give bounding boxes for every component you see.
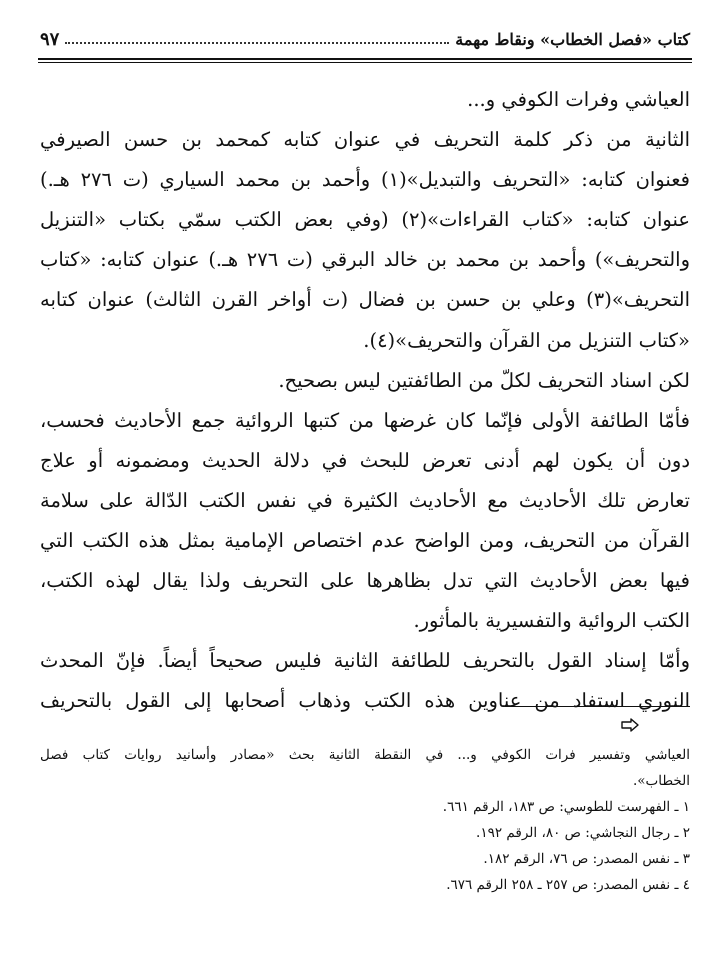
text-line: النوري استفاد من عناوين هذه الكتب وذهاب أصحابها إلى القول بالتحريف <box>40 689 690 713</box>
footnote-item: ١ ـ الفهرست للطوسي: ص ١٨٣، الرقم ٦٦١. <box>442 799 690 815</box>
text-line: فأمّا الطائفة الأولى فإنّما كان غرضها من كتبها الروائية جمع الأحاديث فحسب، <box>40 408 690 432</box>
footnote-continuation: العياشي وتفسير فرات الكوفي و... في النقطة الثانية بحث «مصادر وأسانيد روايات كتاب فصل <box>40 747 690 763</box>
footnotes <box>40 742 690 898</box>
arrow-right-icon <box>620 717 640 733</box>
header-rule-thin <box>38 62 692 63</box>
text-line: فيها بعض الأحاديث التي تدل بظاهرها على التحريف ولذا يقال لهذه الكتب، <box>40 569 690 593</box>
header-title: كتاب «فصل الخطاب» ونقاط مهمة <box>455 29 690 49</box>
main-text <box>40 80 690 722</box>
page-number: ٩٧ <box>40 28 60 50</box>
text-line: لكن اسناد التحريف لكلّ من الطائفتين ليس بصحيح. <box>278 368 690 392</box>
footnote-item: ٢ ـ رجال النجاشي: ص ٨٠، الرقم ١٩٢. <box>476 825 690 841</box>
text-line: «كتاب التنزيل من القرآن والتحريف»(٤). <box>363 328 690 352</box>
text-line: الكتب الروائية والتفسيرية بالمأثور. <box>413 609 690 633</box>
text-line: التحريف»(٣) وعلي بن حسن بن فضال (ت أواخر القرن الثالث) عنوان كتابه <box>40 288 690 312</box>
running-header <box>40 26 690 52</box>
text-line: وأمّا إسناد القول بالتحريف للطائفة الثانية فليس صحيحاً أيضاً. فإنّ المحدث <box>40 649 690 673</box>
header-rule-thick <box>38 58 692 60</box>
footnote-continuation: الخطاب». <box>632 773 690 789</box>
footnote-item: ٣ ـ نفس المصدر: ص ٧٦، الرقم ١٨٢. <box>483 851 690 867</box>
text-line: الثانية من ذكر كلمة التحريف في عنوان كتابه كمحمد بن حسن الصيرفي <box>40 128 690 152</box>
text-line: فعنوان كتابه: «التحريف والتبديل»(١) وأحمد بن محمد السياري (ت ٢٧٦ هـ.) <box>40 168 690 192</box>
text-line: تعارض تلك الأحاديث مع الأحاديث الكثيرة في نفس الكتب الدّالة على سلامة <box>40 488 690 512</box>
footnote-separator <box>505 706 690 707</box>
text-line: دون أن يكون لهم أدنى تعرض للبحث في دلالة الحديث ومضمونه أو علاج <box>40 448 690 472</box>
footnote-item: ٤ ـ نفس المصدر: ص ٢٥٧ ـ ٢٥٨ الرقم ٦٧٦. <box>446 877 690 893</box>
text-line: والتحريف») وأحمد بن محمد بن خالد البرقي (ت ٢٧٦ هـ.) عنوان كتابه: «كتاب <box>40 248 690 272</box>
text-line: عنوان كتابه: «كتاب القراءات»(٢) (وفي بعض الكتب سمّي بكتاب «التنزيل <box>40 208 690 232</box>
text-line: القرآن من التحريف، ومن الواضح عدم اختصاص الإمامية بمثل هذه الكتب التي <box>40 529 690 553</box>
text-line: العياشي وفرات الكوفي و... <box>467 88 690 111</box>
header-dot-leader <box>65 34 449 44</box>
